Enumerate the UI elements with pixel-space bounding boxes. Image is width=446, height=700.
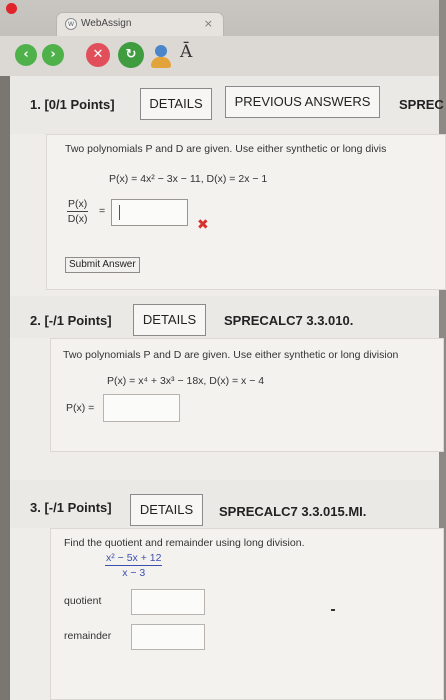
question-2-details-button[interactable] xyxy=(133,304,206,336)
left-edge-shadow xyxy=(0,0,10,700)
fraction-denominator: x − 3 xyxy=(122,567,146,579)
remainder-label: remainder xyxy=(64,630,112,642)
question-1-polynomials: P(x) = 4x² − 3x − 11, D(x) = 2x − 1 xyxy=(109,173,268,185)
question-1-body xyxy=(46,134,446,290)
previous-answers-button[interactable] xyxy=(225,86,380,118)
question-2-answer-label: P(x) = xyxy=(66,402,95,414)
refresh-icon[interactable]: ↻ xyxy=(118,42,144,68)
question-3-fraction xyxy=(105,552,162,579)
browser-chrome xyxy=(0,0,439,76)
details-label: DETAILS xyxy=(139,502,194,517)
fraction-numerator: x² − 5x + 12 xyxy=(106,552,162,564)
recording-dot-icon xyxy=(6,3,17,14)
question-3-body xyxy=(50,528,444,700)
question-1-prompt: Two polynomials P and D are given. Use either synthetic or long divis xyxy=(65,143,387,155)
back-arrow-icon[interactable]: ‹ xyxy=(15,44,37,66)
webassign-favicon-icon: w xyxy=(65,18,77,30)
question-2-polynomials: P(x) = x⁴ + 3x³ − 18x, D(x) = x − 4 xyxy=(107,375,265,387)
submit-answer-button[interactable]: Submit Answer xyxy=(65,257,140,273)
stop-icon[interactable]: ✕ xyxy=(86,43,110,67)
forward-arrow-icon[interactable]: › xyxy=(42,44,64,66)
question-3-header xyxy=(10,480,439,528)
question-3-details-button[interactable] xyxy=(130,494,203,526)
remainder-input[interactable] xyxy=(131,624,205,650)
browser-toolbar xyxy=(0,36,439,76)
question-3-assignment-code: SPRECALC7 3.3.015.MI. xyxy=(219,504,367,519)
question-2-prompt: Two polynomials P and D are given. Use either synthetic or long division xyxy=(63,349,399,361)
question-1-header xyxy=(10,76,444,134)
tab-title: WebAssign xyxy=(81,18,132,29)
question-1-assignment-code: SPREC xyxy=(399,97,444,112)
previous-answers-label: PREVIOUS ANSWERS xyxy=(234,94,371,109)
question-2-assignment-code: SPRECALC7 3.3.010. xyxy=(224,313,354,328)
question-1-details-button[interactable] xyxy=(140,88,212,120)
question-1-points: 1. [0/1 Points] xyxy=(30,97,115,112)
quotient-label: quotient xyxy=(64,595,102,607)
question-1-fraction xyxy=(67,198,88,225)
text-caret xyxy=(119,205,120,220)
details-label: DETAILS xyxy=(142,312,197,327)
question-2-answer-input[interactable] xyxy=(103,394,180,422)
quotient-input[interactable] xyxy=(131,589,205,615)
equals-sign: = xyxy=(99,205,106,217)
text-size-icon[interactable]: Ā xyxy=(180,42,193,62)
question-3-points: 3. [-/1 Points] xyxy=(30,500,112,515)
question-3-prompt: Find the quotient and remainder using long division. xyxy=(64,537,305,549)
browser-tab[interactable] xyxy=(56,12,224,36)
fraction-numerator: P(x) xyxy=(68,198,88,210)
tab-close-icon[interactable]: × xyxy=(203,17,213,30)
question-2-header xyxy=(10,296,439,338)
details-label: DETAILS xyxy=(149,96,203,111)
user-profile-icon[interactable] xyxy=(150,43,172,69)
question-1-answer-input[interactable] xyxy=(111,199,188,226)
fraction-denominator: D(x) xyxy=(67,213,88,225)
question-2-points: 2. [-/1 Points] xyxy=(30,313,112,328)
mouse-cursor-icon xyxy=(331,609,335,611)
webassign-page xyxy=(10,76,444,700)
question-2-body xyxy=(50,338,444,452)
incorrect-x-icon: ✖ xyxy=(197,217,209,233)
